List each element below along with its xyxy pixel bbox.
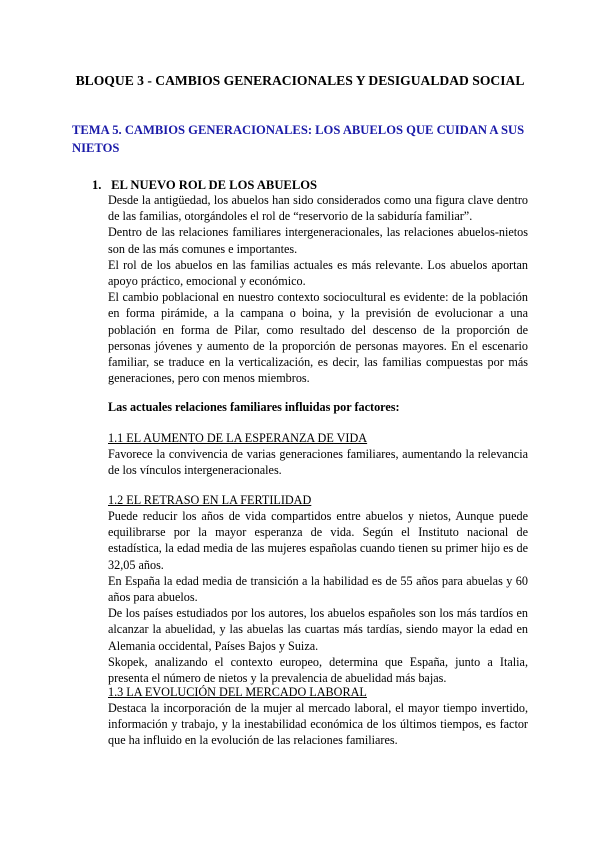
paragraph: Dentro de las relaciones familiares intergeneracionales, las relaciones abuelos-nietos son de las más comunes e importantes. bbox=[108, 225, 528, 256]
section-1-body bbox=[108, 192, 528, 386]
paragraph: En España la edad media de transición a la habilidad es de 55 años para abuelas y 60 años para abuelos. bbox=[108, 573, 528, 605]
section-1-number: 1. bbox=[92, 178, 102, 192]
paragraph: El cambio poblacional en nuestro contexto sociocultural es evidente: de la población en forma pirámide, a la campana o boina, y la previsión de evolucionar a una población en forma de Pilar, como resultado del descenso de la proporción de personas jóvenes y aumento de la proporción de personas mayores. En el escenario familiar, se traduce en la verticalización, es decir, las familias compuestas por más generaciones, pero con menos miembros. bbox=[108, 290, 528, 386]
tema-heading: TEMA 5. CAMBIOS GENERACIONALES: LOS ABUELOS QUE CUIDAN A SUS NIETOS bbox=[72, 123, 525, 155]
subsection-1-1-heading: 1.1 EL AUMENTO DE LA ESPERANZA DE VIDA bbox=[108, 431, 368, 445]
paragraph: Skopek, analizando el contexto europeo, determina que España, junto a Italia, presenta el número de nietos y la prevalencia de abuelidad más bajas. bbox=[108, 654, 528, 686]
paragraph: De los países estudiados por los autores, los abuelos españoles son los más tardíos en alcanzar la abuelidad, y las abuelas las cuartas más tardías, siendo mayor la edad en Alemania occidental, Países Bajos y Suiza. bbox=[108, 606, 528, 653]
subsection-1-1-body bbox=[108, 446, 528, 478]
subsection-1-2-heading: 1.2 EL RETRASO EN LA FERTILIDAD bbox=[108, 493, 312, 507]
paragraph: Desde la antigüedad, los abuelos han sido considerados como una figura clave dentro de las familias, otorgándoles el rol de “reservorio de la sabiduría familiar”. bbox=[108, 193, 528, 224]
paragraph: Destaca la incorporación de la mujer al mercado laboral, el mayor tiempo invertido, información y trabajo, y la inestabilidad económica de los últimos tiempos, es factor que ha influido en la evolución de las relaciones familiares. bbox=[108, 701, 528, 748]
paragraph: Favorece la convivencia de varias generaciones familiares, aumentando la relevancia de los vínculos intergeneracionales. bbox=[108, 447, 528, 478]
paragraph: Puede reducir los años de vida compartidos entre abuelos y nietos, Aunque puede equilibrarse por la mayor esperanza de vida. Según el Instituto nacional de estadística, la edad media de las mujeres españolas cuando tienen su primer hijo es de 32,05 años. bbox=[108, 509, 528, 572]
subsection-1-3-heading: 1.3 LA EVOLUCIÓN DEL MERCADO LABORAL bbox=[108, 685, 367, 699]
section-1-title: EL NUEVO ROL DE LOS ABUELOS bbox=[111, 178, 318, 192]
document-title: BLOQUE 3 - CAMBIOS GENERACIONALES Y DESIGUALDAD SOCIAL bbox=[75, 73, 525, 88]
section-1-heading bbox=[92, 177, 317, 193]
paragraph: El rol de los abuelos en las familias actuales es más relevante. Los abuelos aportan apoyo práctico, emocional y económico. bbox=[108, 257, 528, 289]
subsection-1-2-body bbox=[108, 508, 528, 686]
subsection-1-3-body bbox=[108, 700, 528, 749]
factors-lead: Las actuales relaciones familiares influidas por factores: bbox=[108, 400, 400, 414]
